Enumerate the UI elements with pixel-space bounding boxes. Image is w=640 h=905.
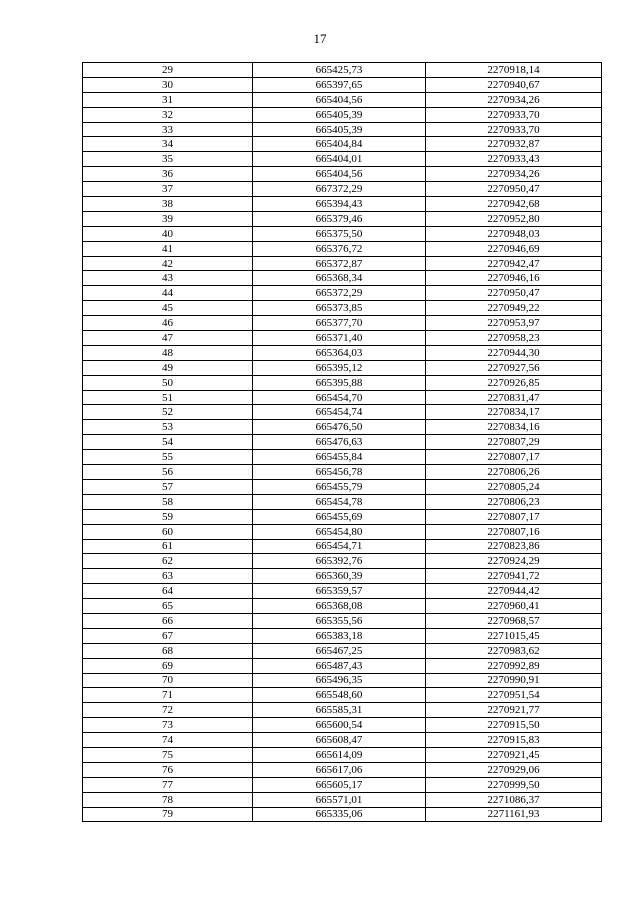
coordinates-table-body bbox=[83, 63, 602, 822]
table-row bbox=[83, 539, 602, 554]
x-coordinate-cell: 665404,01 bbox=[253, 152, 426, 167]
point-number-cell: 59 bbox=[83, 509, 253, 524]
y-coordinate-cell: 2270934,26 bbox=[426, 92, 602, 107]
x-coordinate-cell: 665376,72 bbox=[253, 241, 426, 256]
x-coordinate-cell: 665487,43 bbox=[253, 658, 426, 673]
point-number-cell: 34 bbox=[83, 137, 253, 152]
table-row bbox=[83, 197, 602, 212]
table-row bbox=[83, 137, 602, 152]
y-coordinate-cell: 2270942,47 bbox=[426, 256, 602, 271]
x-coordinate-cell: 665608,47 bbox=[253, 733, 426, 748]
x-coordinate-cell: 665404,84 bbox=[253, 137, 426, 152]
point-number-cell: 69 bbox=[83, 658, 253, 673]
x-coordinate-cell: 665455,84 bbox=[253, 450, 426, 465]
x-coordinate-cell: 665585,31 bbox=[253, 703, 426, 718]
x-coordinate-cell: 665454,78 bbox=[253, 494, 426, 509]
y-coordinate-cell: 2270933,70 bbox=[426, 107, 602, 122]
table-row bbox=[83, 256, 602, 271]
table-row bbox=[83, 360, 602, 375]
x-coordinate-cell: 665425,73 bbox=[253, 63, 426, 78]
point-number-cell: 52 bbox=[83, 405, 253, 420]
x-coordinate-cell: 665368,08 bbox=[253, 599, 426, 614]
point-number-cell: 36 bbox=[83, 167, 253, 182]
x-coordinate-cell: 665476,63 bbox=[253, 435, 426, 450]
x-coordinate-cell: 665404,56 bbox=[253, 167, 426, 182]
y-coordinate-cell: 2270951,54 bbox=[426, 688, 602, 703]
table-row bbox=[83, 241, 602, 256]
y-coordinate-cell: 2270934,26 bbox=[426, 167, 602, 182]
table-row bbox=[83, 107, 602, 122]
point-number-cell: 46 bbox=[83, 316, 253, 331]
point-number-cell: 32 bbox=[83, 107, 253, 122]
y-coordinate-cell: 2270918,14 bbox=[426, 63, 602, 78]
point-number-cell: 42 bbox=[83, 256, 253, 271]
coordinates-table bbox=[82, 62, 602, 822]
table-row bbox=[83, 405, 602, 420]
point-number-cell: 64 bbox=[83, 584, 253, 599]
y-coordinate-cell: 2270942,68 bbox=[426, 197, 602, 212]
y-coordinate-cell: 2271161,93 bbox=[426, 807, 602, 822]
x-coordinate-cell: 665379,46 bbox=[253, 211, 426, 226]
x-coordinate-cell: 665375,50 bbox=[253, 226, 426, 241]
x-coordinate-cell: 665454,80 bbox=[253, 524, 426, 539]
table-row bbox=[83, 569, 602, 584]
x-coordinate-cell: 665395,88 bbox=[253, 375, 426, 390]
x-coordinate-cell: 665454,74 bbox=[253, 405, 426, 420]
x-coordinate-cell: 665600,54 bbox=[253, 718, 426, 733]
point-number-cell: 30 bbox=[83, 77, 253, 92]
point-number-cell: 37 bbox=[83, 182, 253, 197]
x-coordinate-cell: 665605,17 bbox=[253, 777, 426, 792]
point-number-cell: 33 bbox=[83, 122, 253, 137]
table-row bbox=[83, 226, 602, 241]
table-row bbox=[83, 762, 602, 777]
y-coordinate-cell: 2270807,29 bbox=[426, 435, 602, 450]
x-coordinate-cell: 665404,56 bbox=[253, 92, 426, 107]
point-number-cell: 71 bbox=[83, 688, 253, 703]
x-coordinate-cell: 665368,34 bbox=[253, 271, 426, 286]
y-coordinate-cell: 2270948,03 bbox=[426, 226, 602, 241]
y-coordinate-cell: 2270946,16 bbox=[426, 271, 602, 286]
x-coordinate-cell: 665454,71 bbox=[253, 539, 426, 554]
table-row bbox=[83, 167, 602, 182]
table-row bbox=[83, 122, 602, 137]
y-coordinate-cell: 2270944,42 bbox=[426, 584, 602, 599]
table-row bbox=[83, 331, 602, 346]
table-row bbox=[83, 435, 602, 450]
table-row bbox=[83, 509, 602, 524]
table-row bbox=[83, 316, 602, 331]
y-coordinate-cell: 2270933,43 bbox=[426, 152, 602, 167]
x-coordinate-cell: 665548,60 bbox=[253, 688, 426, 703]
point-number-cell: 74 bbox=[83, 733, 253, 748]
point-number-cell: 31 bbox=[83, 92, 253, 107]
point-number-cell: 65 bbox=[83, 599, 253, 614]
y-coordinate-cell: 2270915,50 bbox=[426, 718, 602, 733]
table-row bbox=[83, 599, 602, 614]
x-coordinate-cell: 665373,85 bbox=[253, 301, 426, 316]
x-coordinate-cell: 665455,69 bbox=[253, 509, 426, 524]
point-number-cell: 29 bbox=[83, 63, 253, 78]
y-coordinate-cell: 2270834,16 bbox=[426, 420, 602, 435]
table-row bbox=[83, 688, 602, 703]
x-coordinate-cell: 665364,03 bbox=[253, 345, 426, 360]
x-coordinate-cell: 667372,29 bbox=[253, 182, 426, 197]
point-number-cell: 70 bbox=[83, 673, 253, 688]
point-number-cell: 44 bbox=[83, 286, 253, 301]
y-coordinate-cell: 2270983,62 bbox=[426, 643, 602, 658]
table-row bbox=[83, 554, 602, 569]
point-number-cell: 55 bbox=[83, 450, 253, 465]
point-number-cell: 76 bbox=[83, 762, 253, 777]
y-coordinate-cell: 2270921,45 bbox=[426, 747, 602, 762]
y-coordinate-cell: 2270831,47 bbox=[426, 390, 602, 405]
point-number-cell: 62 bbox=[83, 554, 253, 569]
point-number-cell: 77 bbox=[83, 777, 253, 792]
y-coordinate-cell: 2270940,67 bbox=[426, 77, 602, 92]
point-number-cell: 73 bbox=[83, 718, 253, 733]
x-coordinate-cell: 665476,50 bbox=[253, 420, 426, 435]
y-coordinate-cell: 2270927,56 bbox=[426, 360, 602, 375]
point-number-cell: 38 bbox=[83, 197, 253, 212]
y-coordinate-cell: 2270806,23 bbox=[426, 494, 602, 509]
point-number-cell: 49 bbox=[83, 360, 253, 375]
x-coordinate-cell: 665397,65 bbox=[253, 77, 426, 92]
x-coordinate-cell: 665405,39 bbox=[253, 122, 426, 137]
point-number-cell: 54 bbox=[83, 435, 253, 450]
table-row bbox=[83, 807, 602, 822]
table-row bbox=[83, 584, 602, 599]
table-row bbox=[83, 390, 602, 405]
y-coordinate-cell: 2270929,06 bbox=[426, 762, 602, 777]
y-coordinate-cell: 2271086,37 bbox=[426, 792, 602, 807]
x-coordinate-cell: 665395,12 bbox=[253, 360, 426, 375]
table-row bbox=[83, 658, 602, 673]
x-coordinate-cell: 665467,25 bbox=[253, 643, 426, 658]
y-coordinate-cell: 2270946,69 bbox=[426, 241, 602, 256]
point-number-cell: 63 bbox=[83, 569, 253, 584]
x-coordinate-cell: 665455,79 bbox=[253, 479, 426, 494]
table-row bbox=[83, 77, 602, 92]
y-coordinate-cell: 2270990,91 bbox=[426, 673, 602, 688]
table-row bbox=[83, 271, 602, 286]
point-number-cell: 66 bbox=[83, 613, 253, 628]
y-coordinate-cell: 2270921,77 bbox=[426, 703, 602, 718]
point-number-cell: 79 bbox=[83, 807, 253, 822]
x-coordinate-cell: 665359,57 bbox=[253, 584, 426, 599]
table-row bbox=[83, 420, 602, 435]
x-coordinate-cell: 665383,18 bbox=[253, 628, 426, 643]
y-coordinate-cell: 2270953,97 bbox=[426, 316, 602, 331]
point-number-cell: 53 bbox=[83, 420, 253, 435]
table-row bbox=[83, 182, 602, 197]
y-coordinate-cell: 2270823,86 bbox=[426, 539, 602, 554]
point-number-cell: 50 bbox=[83, 375, 253, 390]
y-coordinate-cell: 2270807,17 bbox=[426, 509, 602, 524]
table-row bbox=[83, 673, 602, 688]
point-number-cell: 68 bbox=[83, 643, 253, 658]
x-coordinate-cell: 665372,29 bbox=[253, 286, 426, 301]
x-coordinate-cell: 665372,87 bbox=[253, 256, 426, 271]
table-row bbox=[83, 524, 602, 539]
point-number-cell: 45 bbox=[83, 301, 253, 316]
table-row bbox=[83, 211, 602, 226]
table-row bbox=[83, 494, 602, 509]
y-coordinate-cell: 2270941,72 bbox=[426, 569, 602, 584]
table-row bbox=[83, 747, 602, 762]
point-number-cell: 72 bbox=[83, 703, 253, 718]
table-row bbox=[83, 777, 602, 792]
x-coordinate-cell: 665456,78 bbox=[253, 465, 426, 480]
point-number-cell: 61 bbox=[83, 539, 253, 554]
y-coordinate-cell: 2270958,23 bbox=[426, 331, 602, 346]
table-row bbox=[83, 643, 602, 658]
point-number-cell: 41 bbox=[83, 241, 253, 256]
y-coordinate-cell: 2270807,16 bbox=[426, 524, 602, 539]
table-row bbox=[83, 301, 602, 316]
point-number-cell: 56 bbox=[83, 465, 253, 480]
point-number-cell: 78 bbox=[83, 792, 253, 807]
table-row bbox=[83, 375, 602, 390]
y-coordinate-cell: 2270915,83 bbox=[426, 733, 602, 748]
x-coordinate-cell: 665617,06 bbox=[253, 762, 426, 777]
table-row bbox=[83, 286, 602, 301]
x-coordinate-cell: 665392,76 bbox=[253, 554, 426, 569]
page-number: 17 bbox=[313, 31, 327, 46]
table-row bbox=[83, 63, 602, 78]
x-coordinate-cell: 665454,70 bbox=[253, 390, 426, 405]
y-coordinate-cell: 2270944,30 bbox=[426, 345, 602, 360]
table-row bbox=[83, 628, 602, 643]
point-number-cell: 57 bbox=[83, 479, 253, 494]
x-coordinate-cell: 665371,40 bbox=[253, 331, 426, 346]
y-coordinate-cell: 2270933,70 bbox=[426, 122, 602, 137]
table-row bbox=[83, 450, 602, 465]
table-row bbox=[83, 613, 602, 628]
y-coordinate-cell: 2270834,17 bbox=[426, 405, 602, 420]
point-number-cell: 43 bbox=[83, 271, 253, 286]
table-row bbox=[83, 479, 602, 494]
y-coordinate-cell: 2270807,17 bbox=[426, 450, 602, 465]
point-number-cell: 35 bbox=[83, 152, 253, 167]
table-row bbox=[83, 733, 602, 748]
x-coordinate-cell: 665614,09 bbox=[253, 747, 426, 762]
table-row bbox=[83, 92, 602, 107]
x-coordinate-cell: 665405,39 bbox=[253, 107, 426, 122]
y-coordinate-cell: 2270952,80 bbox=[426, 211, 602, 226]
point-number-cell: 48 bbox=[83, 345, 253, 360]
y-coordinate-cell: 2270992,89 bbox=[426, 658, 602, 673]
x-coordinate-cell: 665496,35 bbox=[253, 673, 426, 688]
y-coordinate-cell: 2270950,47 bbox=[426, 182, 602, 197]
table-row bbox=[83, 792, 602, 807]
table-row bbox=[83, 345, 602, 360]
point-number-cell: 75 bbox=[83, 747, 253, 762]
y-coordinate-cell: 2270950,47 bbox=[426, 286, 602, 301]
x-coordinate-cell: 665394,43 bbox=[253, 197, 426, 212]
y-coordinate-cell: 2270805,24 bbox=[426, 479, 602, 494]
y-coordinate-cell: 2270960,41 bbox=[426, 599, 602, 614]
point-number-cell: 51 bbox=[83, 390, 253, 405]
y-coordinate-cell: 2270968,57 bbox=[426, 613, 602, 628]
y-coordinate-cell: 2270949,22 bbox=[426, 301, 602, 316]
point-number-cell: 40 bbox=[83, 226, 253, 241]
y-coordinate-cell: 2270926,85 bbox=[426, 375, 602, 390]
y-coordinate-cell: 2270924,29 bbox=[426, 554, 602, 569]
point-number-cell: 47 bbox=[83, 331, 253, 346]
table-row bbox=[83, 718, 602, 733]
x-coordinate-cell: 665335,06 bbox=[253, 807, 426, 822]
y-coordinate-cell: 2271015,45 bbox=[426, 628, 602, 643]
point-number-cell: 39 bbox=[83, 211, 253, 226]
x-coordinate-cell: 665355,56 bbox=[253, 613, 426, 628]
table-row bbox=[83, 465, 602, 480]
table-row bbox=[83, 703, 602, 718]
y-coordinate-cell: 2270806,26 bbox=[426, 465, 602, 480]
x-coordinate-cell: 665571,01 bbox=[253, 792, 426, 807]
x-coordinate-cell: 665377,70 bbox=[253, 316, 426, 331]
y-coordinate-cell: 2270932,87 bbox=[426, 137, 602, 152]
table-row bbox=[83, 152, 602, 167]
y-coordinate-cell: 2270999,50 bbox=[426, 777, 602, 792]
point-number-cell: 60 bbox=[83, 524, 253, 539]
point-number-cell: 58 bbox=[83, 494, 253, 509]
point-number-cell: 67 bbox=[83, 628, 253, 643]
x-coordinate-cell: 665360,39 bbox=[253, 569, 426, 584]
